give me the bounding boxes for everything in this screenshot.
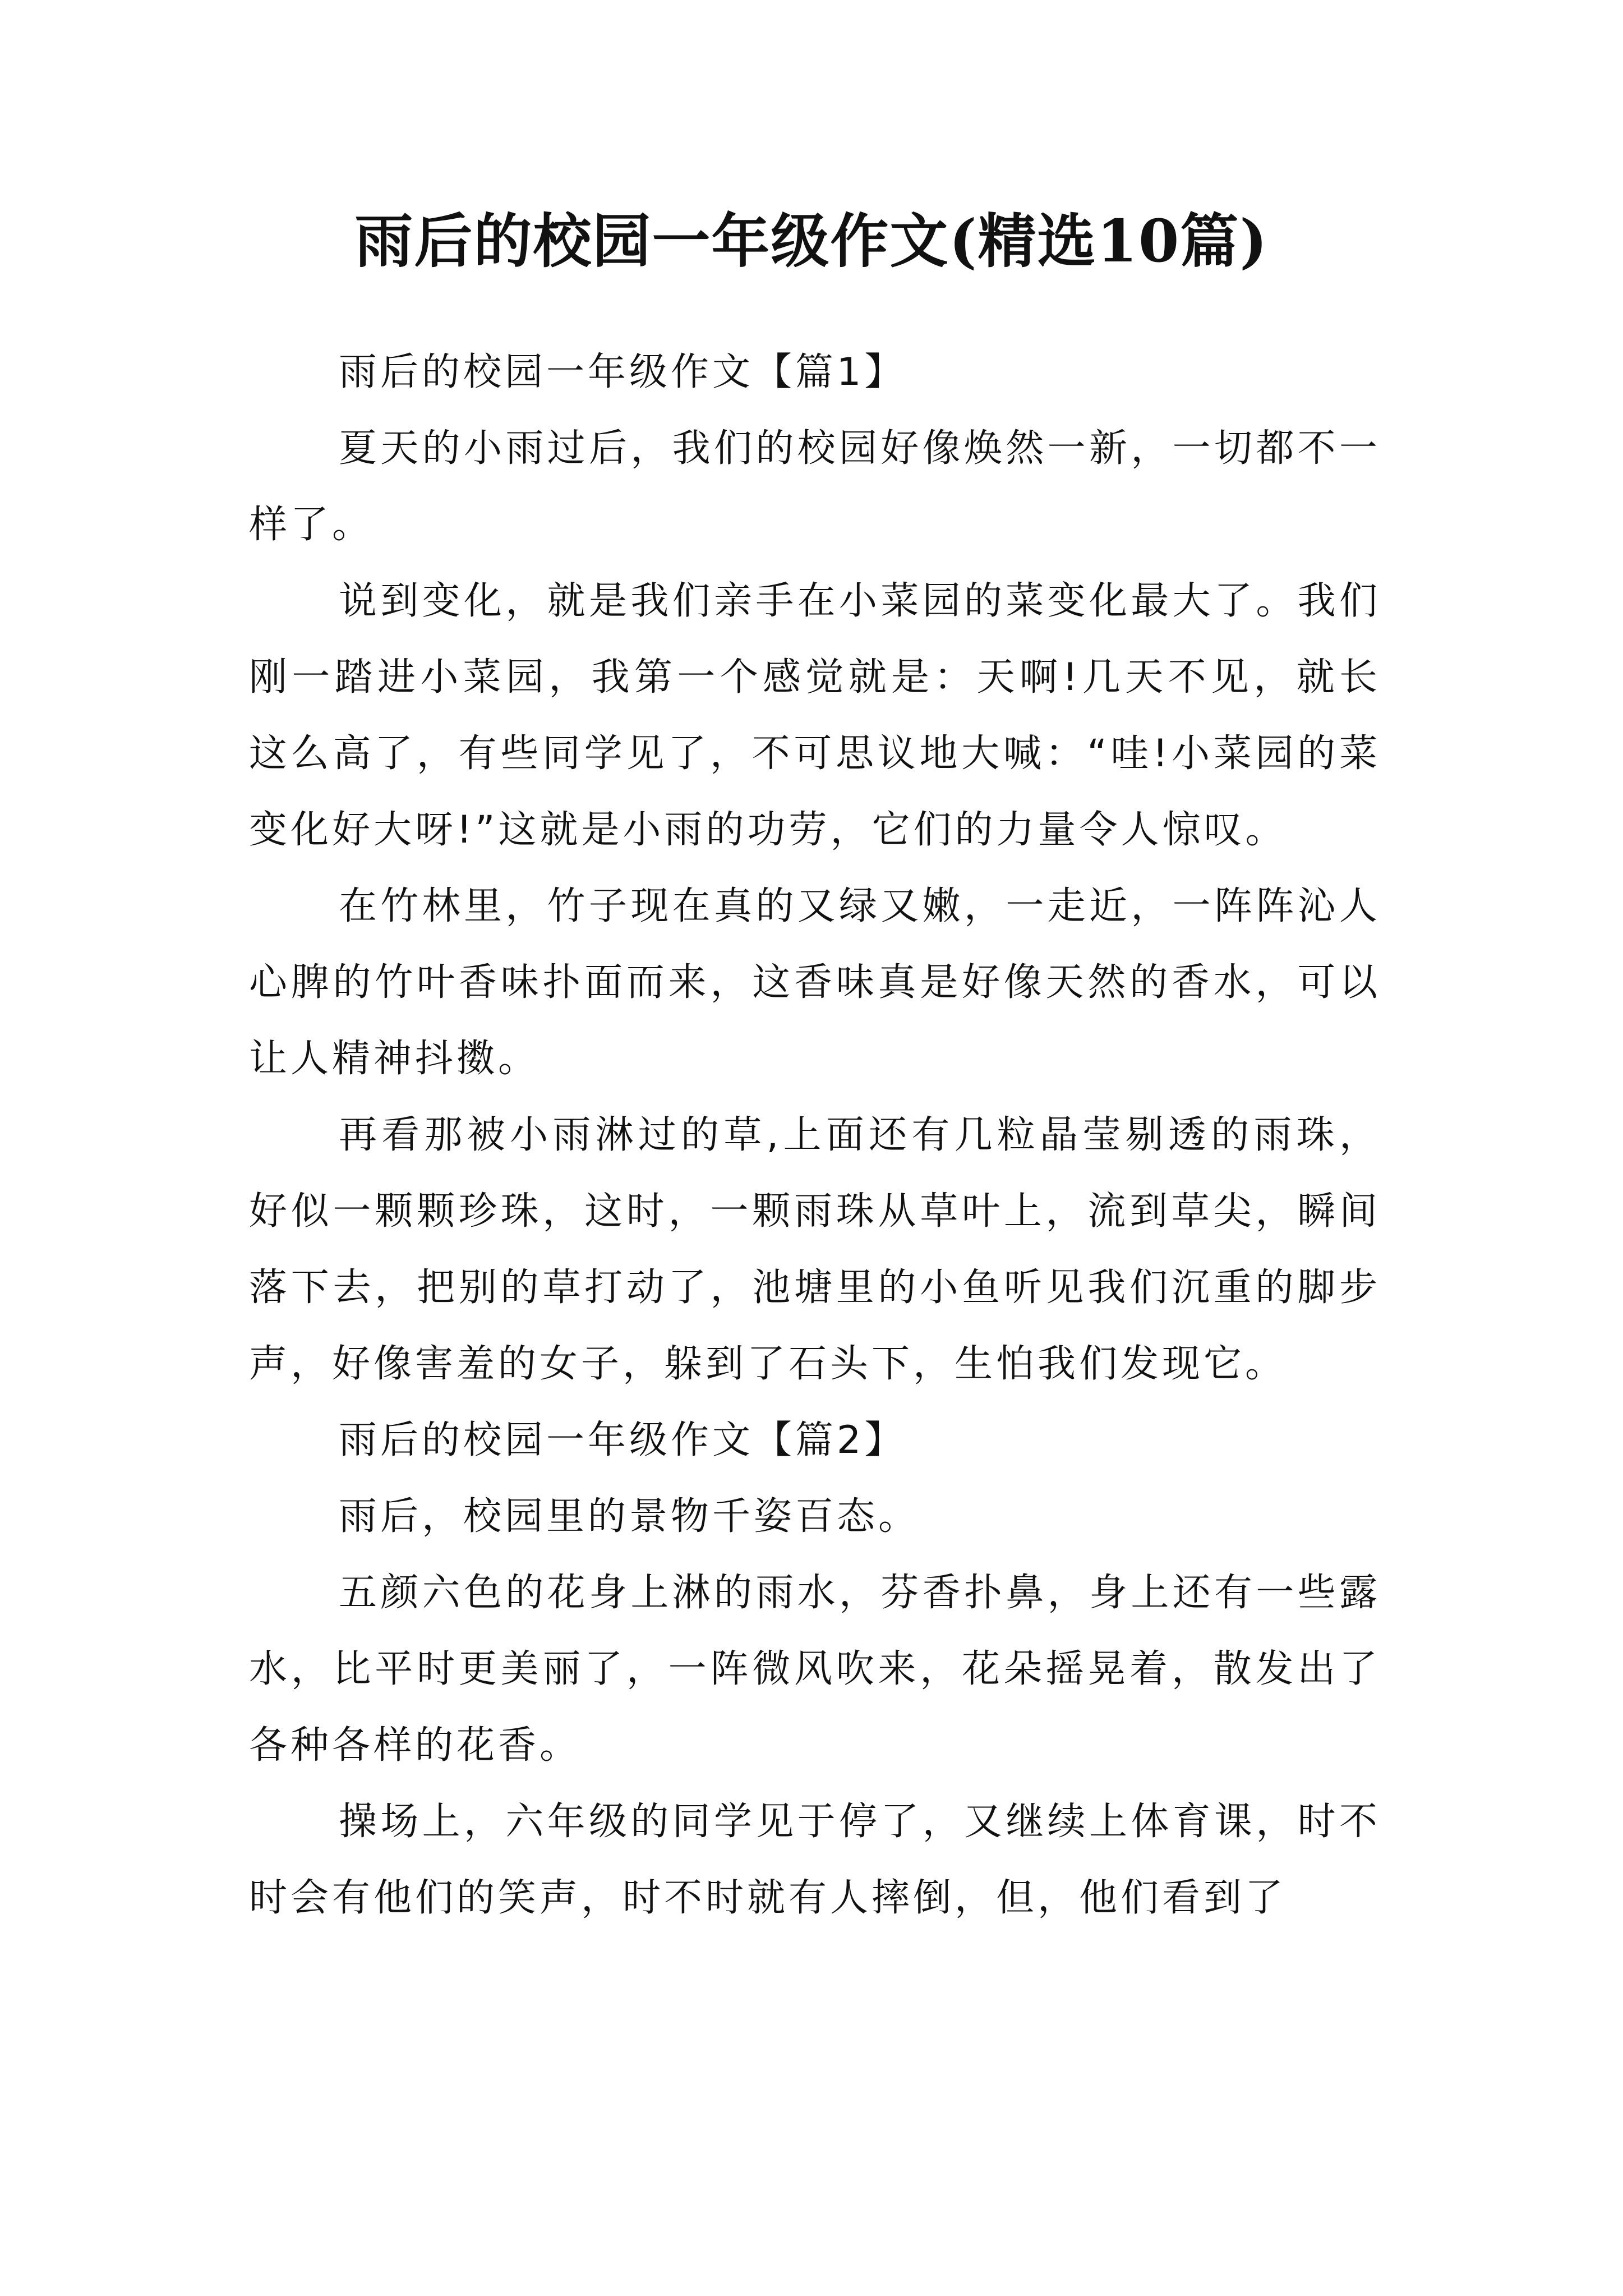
section-heading-2: 雨后的校园一年级作文【篇2】	[339, 1418, 906, 1462]
paragraph: 再看那被小雨淋过的草,上面还有几粒晶莹剔透的雨珠，好似一颗颗珍珠，这时，一颗雨珠从草叶上，流到草尖，瞬间落下去，把别的草打动了，池塘里的小鱼听见我们沉重的脚步声，好像害羞的女子，躲到了石头下，生怕我们发现它。	[249, 1113, 1381, 1386]
paragraph: 在竹林里，竹子现在真的又绿又嫩，一走近，一阵阵沁人心脾的竹叶香味扑面而来，这香味真是好像天然的香水，可以让人精神抖擞。	[249, 884, 1381, 1081]
paragraph: 操场上，六年级的同学见于停了，又继续上体育课，时不时会有他们的笑声，时不时就有人摔倒，但，他们看到了	[249, 1800, 1381, 1920]
section-heading-1: 雨后的校园一年级作文【篇1】	[339, 350, 906, 394]
paragraph: 雨后，校园里的景物千姿百态。	[339, 1494, 920, 1539]
paragraph: 五颜六色的花身上淋的雨水，芬香扑鼻，身上还有一些露水，比平时更美丽了，一阵微风吹来，花朵摇晃着，散发出了各种各样的花香。	[249, 1571, 1381, 1768]
document-title: 雨后的校园一年级作文(精选10篇)	[354, 206, 1269, 275]
document-body	[249, 334, 1381, 1936]
paragraph: 夏天的小雨过后，我们的校园好像焕然一新，一切都不一样了。	[249, 426, 1381, 547]
paragraph: 说到变化，就是我们亲手在小菜园的菜变化最大了。我们刚一踏进小菜园，我第一个感觉就是：天啊!几天不见，就长这么高了，有些同学见了，不可思议地大喊：“哇!小菜园的菜变化好大呀!”这就是小雨的功劳，它们的力量令人惊叹。	[249, 579, 1381, 852]
